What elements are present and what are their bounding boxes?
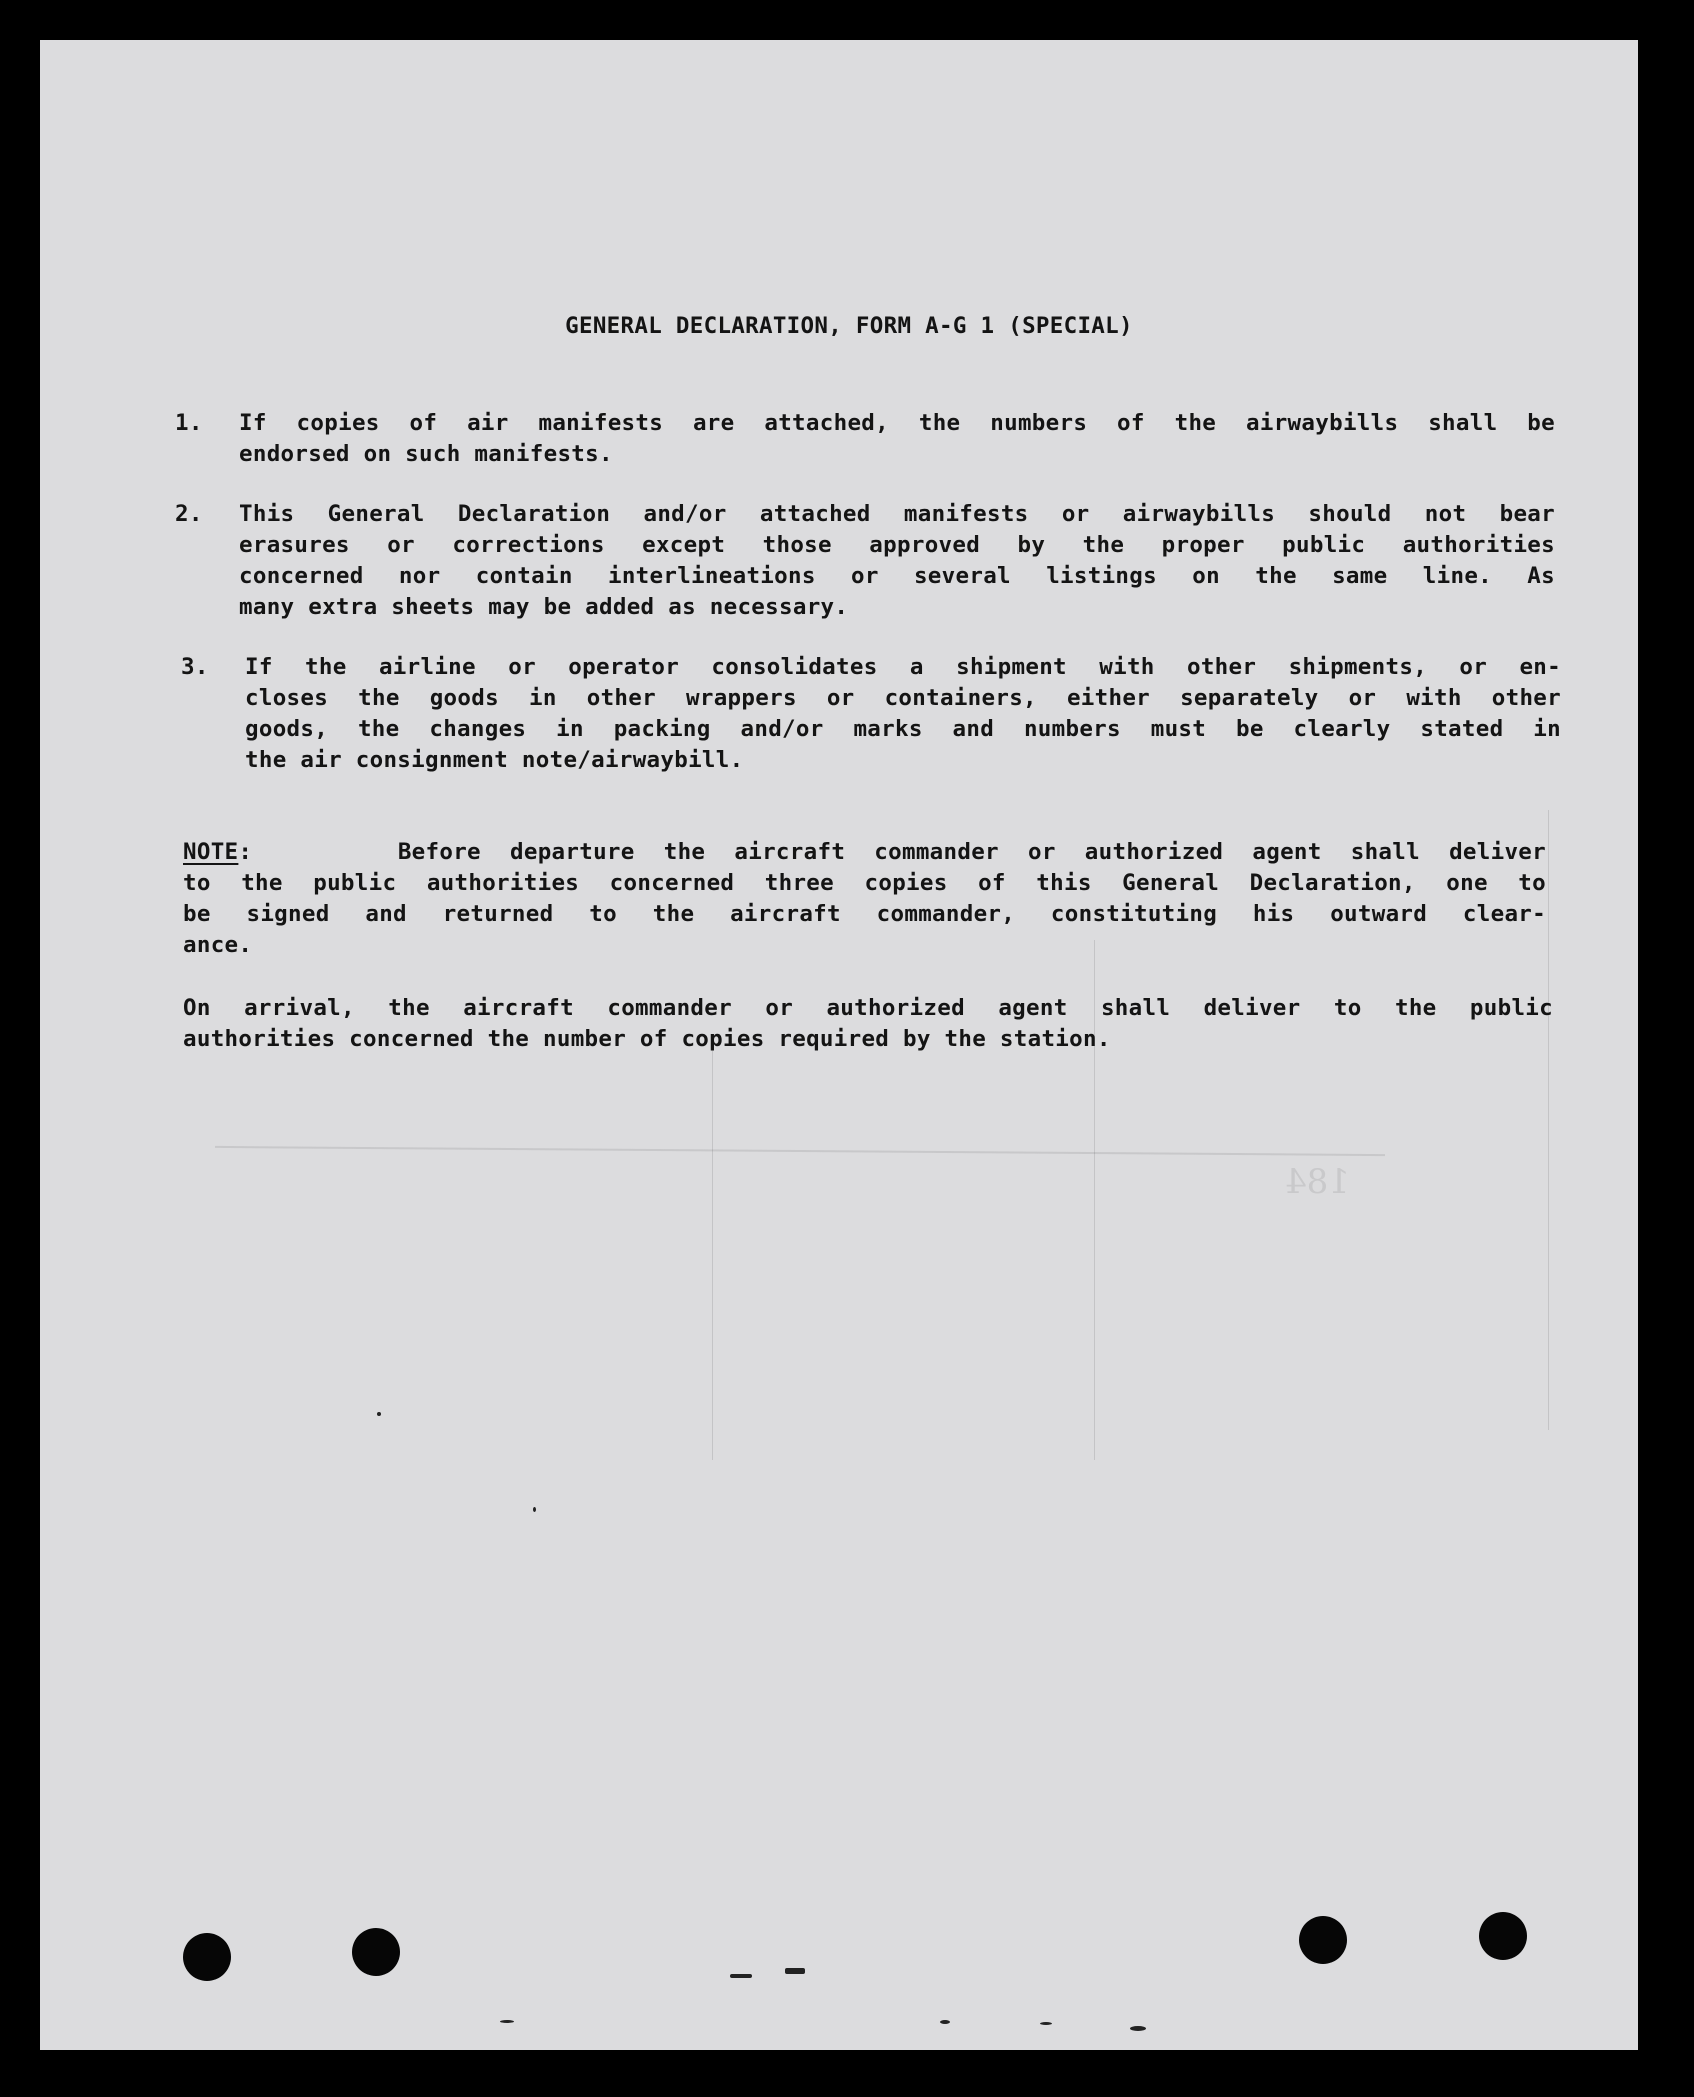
list-item-number: 2. bbox=[175, 501, 203, 527]
note-paragraph bbox=[183, 837, 1546, 961]
text-line: If the airline or operator consolidates a shipment with other shipments, or en- bbox=[245, 654, 1561, 680]
speck-mark bbox=[533, 1507, 536, 1512]
text-line: authorities concerned the number of copies required by the station. bbox=[183, 1026, 1111, 1052]
note-label: NOTE bbox=[183, 839, 239, 865]
page-title: GENERAL DECLARATION, FORM A-G 1 (SPECIAL) bbox=[565, 313, 1133, 339]
speck-mark bbox=[500, 2020, 514, 2023]
speck-mark bbox=[730, 1974, 752, 1978]
bleed-through-rule bbox=[215, 1146, 1385, 1156]
note-label-suffix: : bbox=[238, 839, 253, 865]
text-line: closes the goods in other wrappers or containers, either separately or with other bbox=[245, 685, 1561, 711]
speck-mark bbox=[377, 1412, 381, 1416]
list-item bbox=[181, 652, 1561, 776]
list-item-text bbox=[239, 408, 1555, 470]
text-line: endorsed on such manifests. bbox=[239, 441, 613, 467]
text-line: If copies of air manifests are attached, the numbers of the airwaybills shall be bbox=[239, 410, 1555, 436]
punch-hole bbox=[1479, 1912, 1527, 1960]
text-line: be signed and returned to the aircraft commander, constituting his outward clear- bbox=[183, 901, 1546, 927]
text-line: many extra sheets may be added as necessary. bbox=[239, 594, 849, 620]
bleed-through-rule bbox=[712, 1040, 713, 1460]
text-line: ance. bbox=[183, 932, 253, 958]
arrival-paragraph bbox=[183, 993, 1553, 1055]
text-line: On arrival, the aircraft commander or authorized agent shall deliver to the public bbox=[183, 995, 1553, 1021]
text-line bbox=[183, 837, 1546, 868]
text-line: concerned nor contain interlineations or several listings on the same line. As bbox=[239, 563, 1555, 589]
list-item-number: 1. bbox=[175, 410, 203, 436]
text-line: the air consignment note/airwaybill. bbox=[245, 747, 744, 773]
bleed-through-rule bbox=[1548, 810, 1549, 1430]
punch-hole bbox=[352, 1928, 400, 1976]
speck-mark bbox=[1040, 2022, 1052, 2025]
punch-hole bbox=[1299, 1916, 1347, 1964]
list-item bbox=[175, 408, 1555, 470]
bleed-through-text: 184 bbox=[1285, 1162, 1350, 1202]
speck-mark bbox=[785, 1968, 805, 1974]
list-item-text bbox=[245, 652, 1561, 776]
list-item-number: 3. bbox=[181, 654, 209, 680]
document-page bbox=[40, 40, 1638, 2050]
list-item bbox=[175, 499, 1555, 623]
speck-mark bbox=[1130, 2026, 1146, 2031]
text-line: erasures or corrections except those approved by the proper public authorities bbox=[239, 532, 1555, 558]
text-line: to the public authorities concerned three copies of this General Declaration, one to bbox=[183, 870, 1546, 896]
text-line: This General Declaration and/or attached manifests or airwaybills should not bear bbox=[239, 501, 1555, 527]
note-text: Before departure the aircraft commander or authorized agent shall deliver bbox=[252, 839, 1546, 865]
speck-mark bbox=[940, 2020, 950, 2024]
text-line: goods, the changes in packing and/or marks and numbers must be clearly stated in bbox=[245, 716, 1561, 742]
list-item-text bbox=[239, 499, 1555, 623]
punch-hole bbox=[183, 1933, 231, 1981]
